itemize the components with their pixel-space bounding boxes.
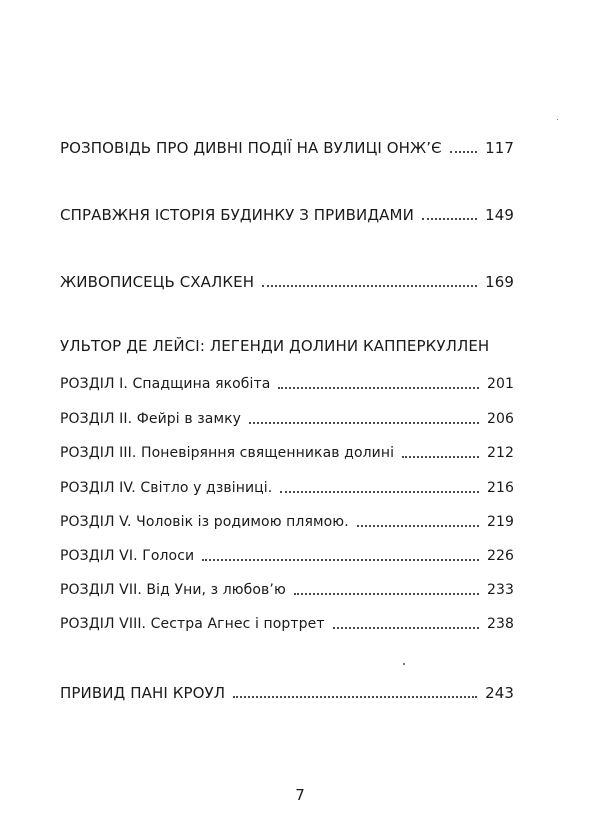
toc-entry [60,273,514,291]
dot-leader [294,593,479,595]
dot-leader [278,387,479,389]
dot-leader [233,696,477,698]
toc-chapter-page: 233 [486,582,514,598]
toc-entry [60,206,514,224]
dot-leader [422,218,477,220]
toc-chapter-page: 226 [486,548,514,564]
dot-leader [402,456,479,458]
toc-chapter-title: РОЗДІЛ VI. Голоси [60,548,195,564]
toc-chapter [60,582,514,598]
page-number: 7 [295,786,305,804]
toc-chapter-title: РОЗДІЛ І. Спадщина якобіта [60,376,271,392]
toc-chapter-page: 201 [486,376,514,392]
scan-speck [403,663,405,665]
toc-chapter-title: РОЗДІЛ VII. Від Уни, з любов’ю [60,582,286,598]
toc-entry-title: СПРАВЖНЯ ІСТОРІЯ БУДИНКУ З ПРИВИДАМИ [60,206,414,224]
toc-entry-page: 149 [485,206,514,224]
toc-chapter-title: РОЗДІЛ V. Чоловік із родимою плямою. [60,514,349,530]
toc-chapter-page: 212 [486,445,514,461]
toc-entry-title: РОЗПОВІДЬ ПРО ДИВНІ ПОДІЇ НА ВУЛИЦІ ОНЖ’Є [60,139,442,157]
toc-chapter [60,445,514,461]
toc-chapter [60,514,514,530]
toc-entry [60,684,514,702]
toc-entry-title: ЖИВОПИСЕЦЬ СХАЛКЕН [60,273,255,291]
toc-chapter [60,548,514,564]
dot-leader [262,285,477,287]
toc-entry-page: 117 [485,139,514,157]
section-heading: УЛЬТОР ДЕ ЛЕЙСІ: ЛЕГЕНДИ ДОЛИНИ КАППЕРКУЛЛЕН [60,337,490,355]
toc-chapter-page: 238 [486,616,514,632]
toc-chapter-page: 219 [486,514,514,530]
dot-leader [249,422,479,424]
scan-speck [557,119,558,120]
dot-leader [357,525,479,527]
toc-chapter-title: РОЗДІЛ ІІІ. Поневіряння священникав долині [60,445,395,461]
toc-entry-page: 243 [485,684,514,702]
toc-entry-page: 169 [485,273,514,291]
dot-leader [450,151,477,153]
toc-entry [60,139,514,157]
dot-leader [202,559,479,561]
toc-chapter-title: РОЗДІЛ VIII. Сестра Агнес і портрет [60,616,325,632]
toc-chapter [60,616,514,632]
dot-leader [280,491,479,493]
toc-chapter [60,376,514,392]
toc-chapter-page: 206 [486,411,514,427]
toc-chapter-title: РОЗДІЛ IV. Світло у дзвіниці. [60,480,273,496]
toc-entry-title: ПРИВИД ПАНІ КРОУЛ [60,684,226,702]
toc-chapter-title: РОЗДІЛ ІІ. Фейрі в замку [60,411,242,427]
toc-chapter [60,480,514,496]
toc-chapter-page: 216 [486,480,514,496]
dot-leader [333,627,479,629]
toc-chapter [60,411,514,427]
